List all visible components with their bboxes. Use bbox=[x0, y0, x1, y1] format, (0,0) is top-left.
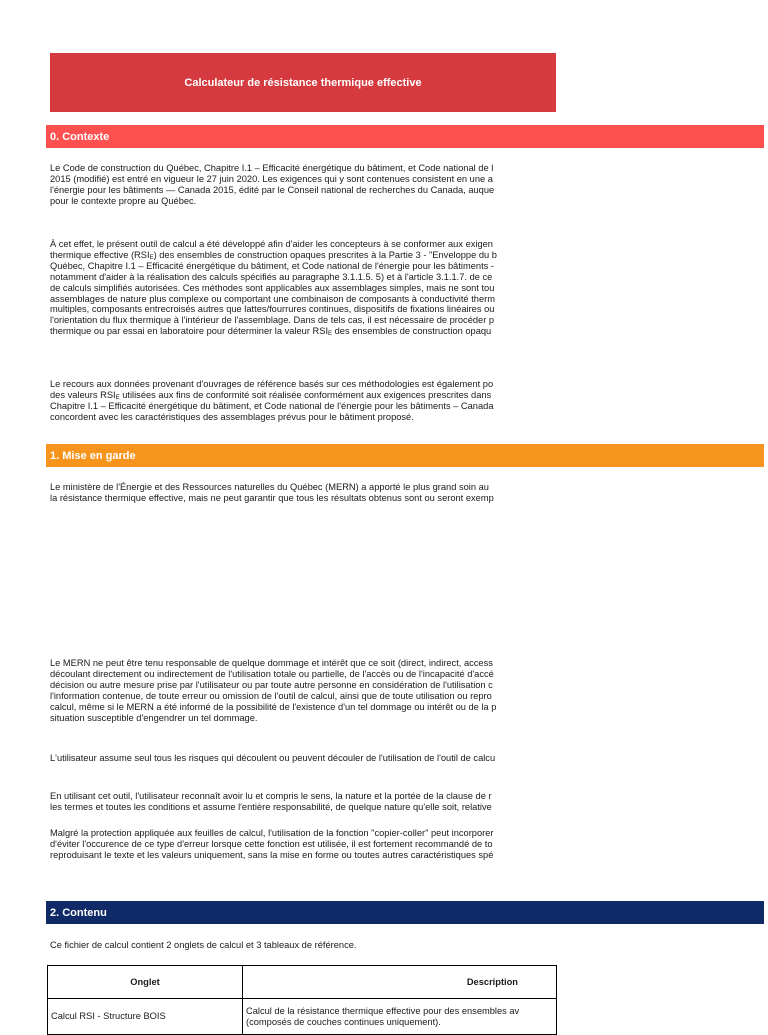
section-header-contexte: 0. Contexte bbox=[46, 125, 764, 148]
contexte-paragraph-3 bbox=[50, 379, 556, 423]
text-line: l'information contenue, de toute erreur ou omission de l'outil de calcul, ainsi que de toute utilisation ou repro bbox=[50, 690, 492, 701]
text-line: Québec, Chapitre I.1 – Efficacité énergétique du bâtiment, et Code national de l'énergie pour les bâtiments - bbox=[50, 260, 494, 271]
table-cell-onglet: Calcul RSI - Structure BOIS bbox=[48, 999, 243, 1035]
text-line: 2015 (modifié) est entré en vigueur le 27 juin 2020. Les exigences qui y sont contenues consistent en une a bbox=[50, 173, 493, 184]
text-line: Le Code de construction du Québec, Chapitre I.1 – Efficacité énergétique du bâtiment, et Code national de l bbox=[50, 163, 494, 173]
text-line: décision ou autre mesure prise par l'utilisateur ou par toute autre personne en considération de l'utilisation c bbox=[50, 679, 493, 690]
mise-en-garde-paragraph-2 bbox=[50, 658, 556, 723]
text-line: calcul, même si le MERN a été informé de la possibilité de l'existence d'un tel dommage ou intérêt ou de la p bbox=[50, 701, 497, 712]
text-line: pour le contexte propre au Québec. bbox=[50, 195, 197, 206]
text-line: concordent avec les caractéristiques des assemblages prévus pour le bâtiment proposé. bbox=[50, 411, 414, 422]
section-header-mise-en-garde: 1. Mise en garde bbox=[46, 444, 764, 467]
text-line: d'éviter l'occurence de ce type d'erreur lorsque cette fonction est utilisée, il est fortement recommandé de to bbox=[50, 838, 493, 849]
text-line: notamment d'aider à la réalisation des calculs spécifiés au paragraphe 3.1.1.5. 5) et à l'article 3.1.1.7. de ce bbox=[50, 271, 493, 282]
table-header-description: Description bbox=[243, 966, 557, 999]
text-line: Le ministère de l'Énergie et des Ressources naturelles du Québec (MERN) a apporté le plus grand soin au bbox=[50, 482, 489, 492]
table-header-onglet: Onglet bbox=[48, 966, 243, 999]
text-line: situation susceptible d'engendrer un tel dommage. bbox=[50, 712, 258, 723]
mise-en-garde-paragraph-5 bbox=[50, 828, 556, 861]
section-header-contenu: 2. Contenu bbox=[46, 901, 764, 924]
text-line: Le recours aux données provenant d'ouvrages de référence basés sur ces méthodologies est également po bbox=[50, 379, 494, 389]
table-row bbox=[48, 999, 557, 1035]
text-line: l'orientation du flux thermique à l'intérieur de l'assemblage. Dans de tels cas, il est nécessaire de procéder p bbox=[50, 315, 495, 326]
text-line: L'utilisateur assume seul tous les risques qui découlent ou peuvent découler de l'utilisation de l'outil de calcu bbox=[50, 753, 496, 763]
text-line: des valeurs $RSI_E$ utilisées aux fins de conformité soit réalisée conformément aux exigences prescrites dans bbox=[50, 389, 492, 401]
contexte-paragraph-1 bbox=[50, 163, 556, 207]
contenu-intro: Ce fichier de calcul contient 2 onglets de calcul et 3 tableaux de référence. bbox=[50, 940, 357, 950]
text-line: thermique ou par essai en laboratoire pour déterminer la valeur $RSI_E$ des ensembles de construction opaqu bbox=[50, 326, 492, 338]
text-line: la résistance thermique effective, mais ne peut garantir que tous les résultats obtenus sont ou seront exemp bbox=[50, 492, 494, 503]
text-line: Chapitre I.1 – Efficacité énergétique du bâtiment, et Code national de l'énergie pour les bâtiments – Canada bbox=[50, 400, 494, 411]
page-title: Calculateur de résistance thermique effective bbox=[50, 53, 556, 112]
text-line: découlant directement ou indirectement de l'utilisation totale ou partielle, de l'accès ou de l'incapacité d'accé bbox=[50, 668, 494, 679]
mise-en-garde-paragraph-3 bbox=[50, 753, 556, 764]
text-line: reproduisant le texte et les valeurs uniquement, sans la mise en forme ou toutes autres caractéristiques spé bbox=[50, 849, 494, 860]
text-line: les termes et toutes les conditions et assume l'entière responsabilité, de quelque nature qu'elle soit, relative bbox=[50, 801, 492, 812]
text-line: de calculs simplifiés autorisées. Ces méthodes sont applicables aux assemblages simples, mais ne sont tou bbox=[50, 282, 495, 293]
text-line: Malgré la protection appliquée aux feuilles de calcul, l'utilisation de la fonction "copier-coller" peut incorporer bbox=[50, 828, 494, 838]
text-line: multiples, composants entrecroisés autres que lattes/fourrures continues, dispositifs de fixations linéaires ou bbox=[50, 304, 495, 315]
text-line: assemblages de nature plus complexe ou comportant une combinaison de composants à conductivité therm bbox=[50, 293, 495, 304]
text-line: Le MERN ne peut être tenu responsable de quelque dommage et intérêt que ce soit (direct, indirect, access bbox=[50, 658, 493, 668]
text-line: En utilisant cet outil, l'utilisateur reconnaît avoir lu et compris le sens, la nature et la portée de la clause de r bbox=[50, 791, 492, 801]
text-line: thermique effective $(RSI_E)$ des ensembles de construction opaques prescrites à la Partie 3 - "Enveloppe du b bbox=[50, 249, 497, 261]
text-line: À cet effet, le présent outil de calcul a été développé afin d'aider les concepteurs à se conformer aux exigen bbox=[50, 239, 493, 249]
content-table bbox=[47, 965, 557, 1035]
mise-en-garde-paragraph-4 bbox=[50, 791, 556, 813]
contexte-paragraph-2 bbox=[50, 239, 556, 337]
mise-en-garde-paragraph-1 bbox=[50, 482, 556, 504]
text-line: l'énergie pour les bâtiments — Canada 2015, édité par le Conseil national de recherches du Canada, auque bbox=[50, 184, 495, 195]
table-cell-description: Calcul de la résistance thermique effective pour des ensembles av (composés de couches continues uniquement). bbox=[243, 999, 557, 1035]
